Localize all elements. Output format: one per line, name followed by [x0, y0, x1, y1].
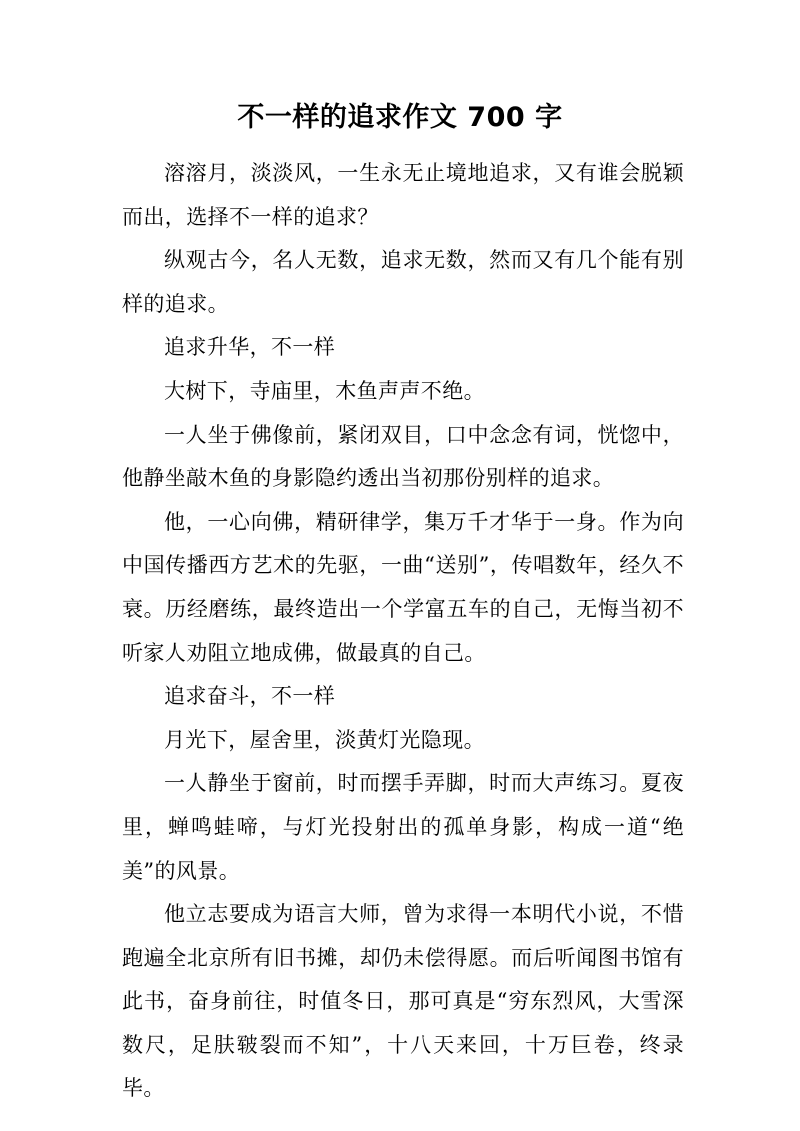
document-title: 不一样的追求作文 700 字	[237, 102, 563, 133]
paragraph: 一人坐于佛像前，紧闭双目，口中念念有词，恍惚中，他静坐敲木鱼的身影隐约透出当初那份别样的追求。	[122, 422, 684, 491]
document-body	[122, 152, 684, 1111]
section-heading: 追求奋斗，不一样	[164, 684, 336, 709]
paragraph: 纵观古今，名人无数，追求无数，然而又有几个能有别样的追求。	[122, 248, 684, 316]
paragraph: 他立志要成为语言大师，曾为求得一本明代小说，不惜跑遍全北京所有旧书摊，却仍未偿得愿。而后听闻图书馆有此书，奋身前往，时值冬日，那可真是“穷东烈风，大雪深数尺，足肤皲裂而不知”，十八天来回，十万巨卷，终录毕。	[122, 902, 684, 1101]
paragraph: 一人静坐于窗前，时而摆手弄脚，时而大声练习。夏夜里，蝉鸣蛙啼，与灯光投射出的孤单身影，构成一道“绝美”的风景。	[122, 771, 684, 883]
paragraph: 大树下，寺庙里，木鱼声声不绝。	[164, 378, 485, 403]
paragraph: 月光下，屋舍里，淡黄灯光隐现。	[164, 727, 485, 752]
section-heading: 追求升华，不一样	[164, 335, 336, 360]
paragraph: 溶溶月，淡淡风，一生永无止境地追求，又有谁会脱颖而出，选择不一样的追求？	[122, 161, 684, 229]
paragraph: 他，一心向佛，精研律学，集万千才华于一身。作为向中国传播西方艺术的先驱，一曲“送别”，传唱数年，经久不衰。历经磨练，最终造出一个学富五车的自己，无悔当初不听家人劝阻立地成佛，做最真的自己。	[122, 509, 684, 665]
